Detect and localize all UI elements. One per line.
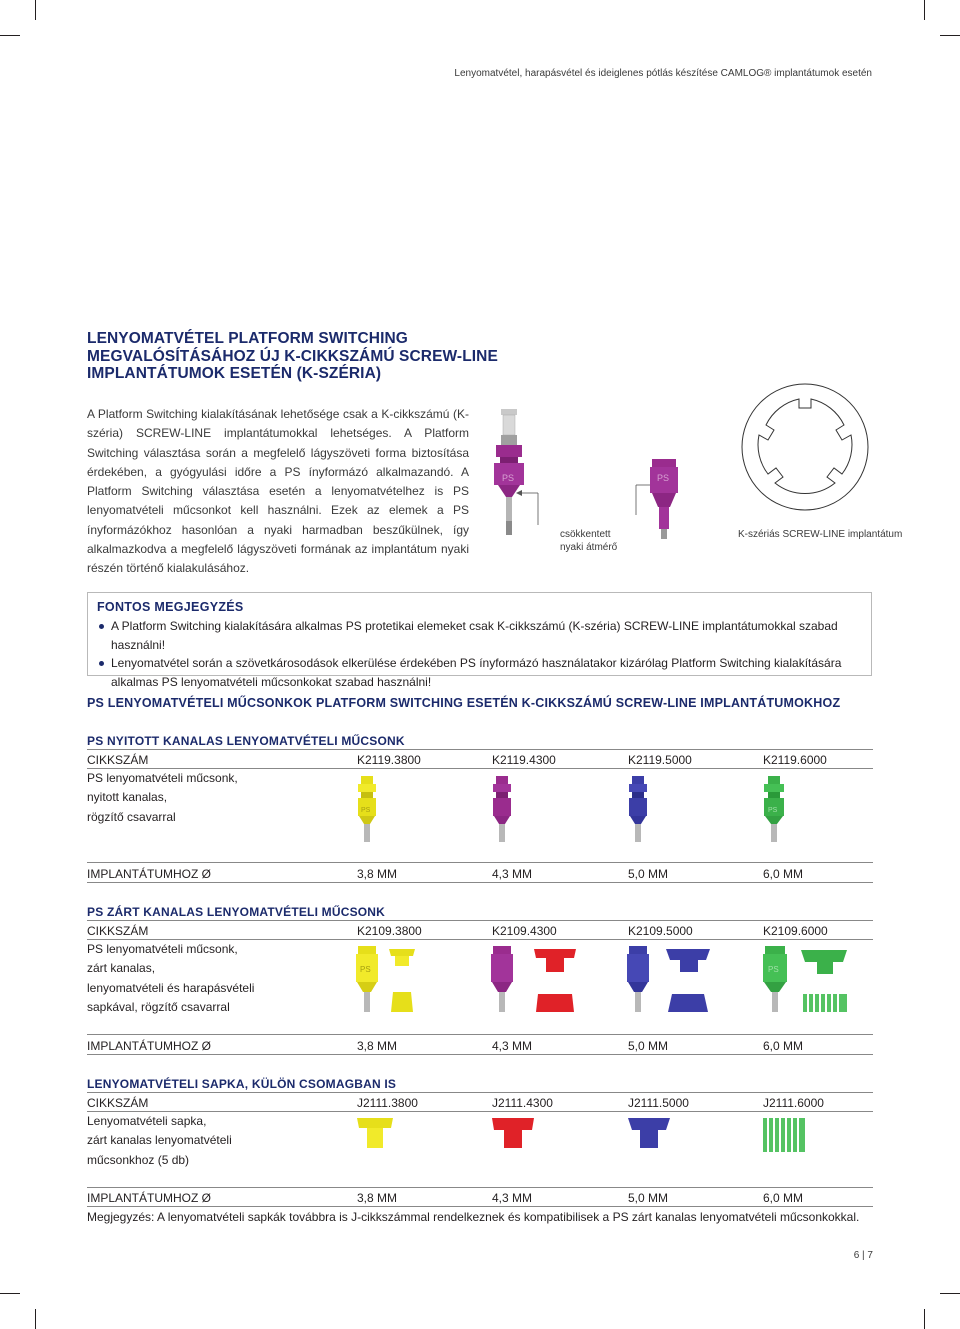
product-description: PS lenyomatvételi műcsonk, zárt kanalas, lenyomatvételi és harapásvételi sapkával, rögzítő csavarral — [87, 942, 255, 1014]
article-code: J2111.4300 — [492, 1096, 553, 1110]
table-rule — [87, 862, 873, 863]
article-code: J2111.3800 — [357, 1096, 418, 1110]
article-code: K2119.5000 — [628, 753, 692, 767]
crop-mark — [924, 1309, 925, 1329]
impression-cap-green — [761, 1116, 807, 1152]
table-rule — [87, 749, 873, 750]
svg-text:PS: PS — [360, 965, 371, 974]
title-line: MEGVALÓSÍTÁSÁHOZ ÚJ K-CIKKSZÁMÚ SCREW-LINE — [87, 347, 498, 365]
note-item: Lenyomatvétel során a szövetkárosodások elkerülése érdekében PS ínyformázó használatakor kizárólag Platform Switching kialakítására alkalmas PS lenyomatvételi műcsonkokat szabad használni! — [97, 654, 862, 691]
implant-size: 6,0 MM — [763, 867, 804, 881]
implant-size: 6,0 MM — [763, 1039, 804, 1053]
closed-tray-set-yellow — [355, 946, 435, 1018]
running-header: Lenyomatvétel, harapásvétel és ideiglenes pótlás készítése CAMLOG® implantátumok esetén — [454, 68, 872, 79]
page-title — [87, 330, 498, 383]
crop-mark — [0, 1293, 20, 1294]
footnote: Megjegyzés: A lenyomatvételi sapkák továbbra is J-cikkszámmal rendelkeznek és kompatibilisek a PS zárt kanalas lenyomatvételi műcsonkokkal. — [87, 1210, 860, 1224]
table-rule — [87, 1206, 873, 1207]
note-list — [97, 617, 862, 691]
size-label: IMPLANTÁTUMHOZ Ø — [87, 867, 212, 881]
table-rule — [87, 882, 873, 883]
open-tray-abutment-green — [761, 776, 787, 842]
closed-tray-set-green — [761, 946, 851, 1018]
closed-tray-set-blue — [626, 946, 716, 1018]
article-code: J2111.6000 — [763, 1096, 824, 1110]
article-code: K2119.6000 — [763, 753, 827, 767]
article-code: K2119.4300 — [492, 753, 556, 767]
implant-size: 3,8 MM — [357, 867, 398, 881]
implant-size: 5,0 MM — [628, 867, 669, 881]
open-tray-abutment-yellow — [355, 776, 379, 842]
size-label: IMPLANTÁTUMHOZ Ø — [87, 1039, 212, 1053]
crop-mark — [0, 35, 20, 36]
title-line: IMPLANTÁTUMOK ESETÉN (K-SZÉRIA) — [87, 365, 382, 382]
important-note-box — [87, 592, 872, 689]
code-label: CIKKSZÁM — [87, 753, 149, 767]
section-heading: PS LENYOMATVÉTELI MŰCSONKOK PLATFORM SWITCHING ESETÉN K-CIKKSZÁMÚ SCREW-LINE IMPLANTÁTUMOKHOZ — [87, 696, 841, 710]
article-code: K2109.4300 — [492, 924, 557, 938]
open-tray-abutment-purple — [490, 776, 514, 842]
title-line: LENYOMATVÉTEL PLATFORM SWITCHING — [87, 330, 408, 347]
implant-size: 5,0 MM — [628, 1039, 669, 1053]
table-rule — [87, 920, 873, 921]
note-item: A Platform Switching kialakítására alkalmas PS protetikai elemeket csak K-cikkszámú (K-széria) SCREW-LINE implantátumokkal szabad használni! — [97, 617, 862, 654]
open-tray-abutment-blue — [626, 776, 650, 842]
implant-size: 5,0 MM — [628, 1191, 669, 1205]
svg-text:PS: PS — [657, 473, 670, 483]
implant-top-view-illustration — [740, 382, 870, 512]
ps-abutment-illustration — [490, 405, 550, 550]
size-label: IMPLANTÁTUMHOZ Ø — [87, 1191, 212, 1205]
crop-mark — [940, 35, 960, 36]
svg-text:PS: PS — [768, 965, 779, 974]
article-code: K2109.5000 — [628, 924, 693, 938]
impression-cap-red — [490, 1116, 536, 1152]
table-rule — [87, 1034, 873, 1035]
crop-mark — [35, 1309, 36, 1329]
article-code: K2109.3800 — [357, 924, 422, 938]
article-code: K2119.3800 — [357, 753, 421, 767]
implant-size: 3,8 MM — [357, 1191, 398, 1205]
figure-label-neck: csökkentett nyaki átmérő — [560, 529, 618, 553]
product-description: PS lenyomatvételi műcsonk, nyitott kanalas, rögzítő csavarral — [87, 771, 238, 824]
closed-tray-set-purple-red — [490, 946, 580, 1018]
svg-text:PS: PS — [361, 807, 371, 814]
implant-size: 6,0 MM — [763, 1191, 804, 1205]
crop-mark — [924, 0, 925, 20]
code-label: CIKKSZÁM — [87, 924, 149, 938]
table-rule — [87, 1187, 873, 1188]
svg-text:PS: PS — [768, 807, 778, 814]
product-description: Lenyomatvételi sapka, zárt kanalas lenyomatvételi műcsonkhoz (5 db) — [87, 1114, 232, 1167]
article-code: K2109.6000 — [763, 924, 828, 938]
impression-cap-yellow — [355, 1116, 395, 1152]
page-number: 6 | 7 — [853, 1250, 873, 1261]
code-label: CIKKSZÁM — [87, 1096, 149, 1110]
implant-size: 4,3 MM — [492, 867, 533, 881]
implant-size: 3,8 MM — [357, 1039, 398, 1053]
figure-label-implant: K-szériás SCREW-LINE implantátum — [738, 529, 903, 540]
article-code: J2111.5000 — [628, 1096, 689, 1110]
impression-cap-blue — [626, 1116, 672, 1152]
table-heading: PS ZÁRT KANALAS LENYOMATVÉTELI MŰCSONK — [87, 905, 386, 919]
ps-mark: PS — [502, 473, 515, 483]
note-heading: FONTOS MEGJEGYZÉS — [97, 600, 244, 614]
ps-healing-cap-illustration — [628, 455, 688, 545]
implant-size: 4,3 MM — [492, 1039, 533, 1053]
table-rule — [87, 1092, 873, 1093]
intro-paragraph: A Platform Switching kialakításának lehetősége csak a K-cikkszámú (K-széria) SCREW-LINE implantátumokkal lehetséges. A Platform Switching választása során a megfelelő lágyszöveti forma biztosítása érdekében, a gyógyulási időre a PS ínyformázó alkalmazandó. A Platform Switching választása esetén a lenyomatvételhez is PS lenyomatvételi műcsonkot kell használni. Ezek az elemek a PS ínyformázókhoz hasonlóan a nyaki harmadban beszűkülnek, így alkalmazkodva a megfelelő lágyszöveti formának az implantátum nyaki részén történő kialakulásához. — [87, 407, 469, 576]
implant-size: 4,3 MM — [492, 1191, 533, 1205]
table-heading: PS NYITOTT KANALAS LENYOMATVÉTELI MŰCSONK — [87, 734, 405, 748]
crop-mark — [940, 1293, 960, 1294]
table-heading: LENYOMATVÉTELI SAPKA, KÜLÖN CSOMAGBAN IS — [87, 1077, 397, 1091]
table-rule — [87, 1054, 873, 1055]
crop-mark — [35, 0, 36, 20]
